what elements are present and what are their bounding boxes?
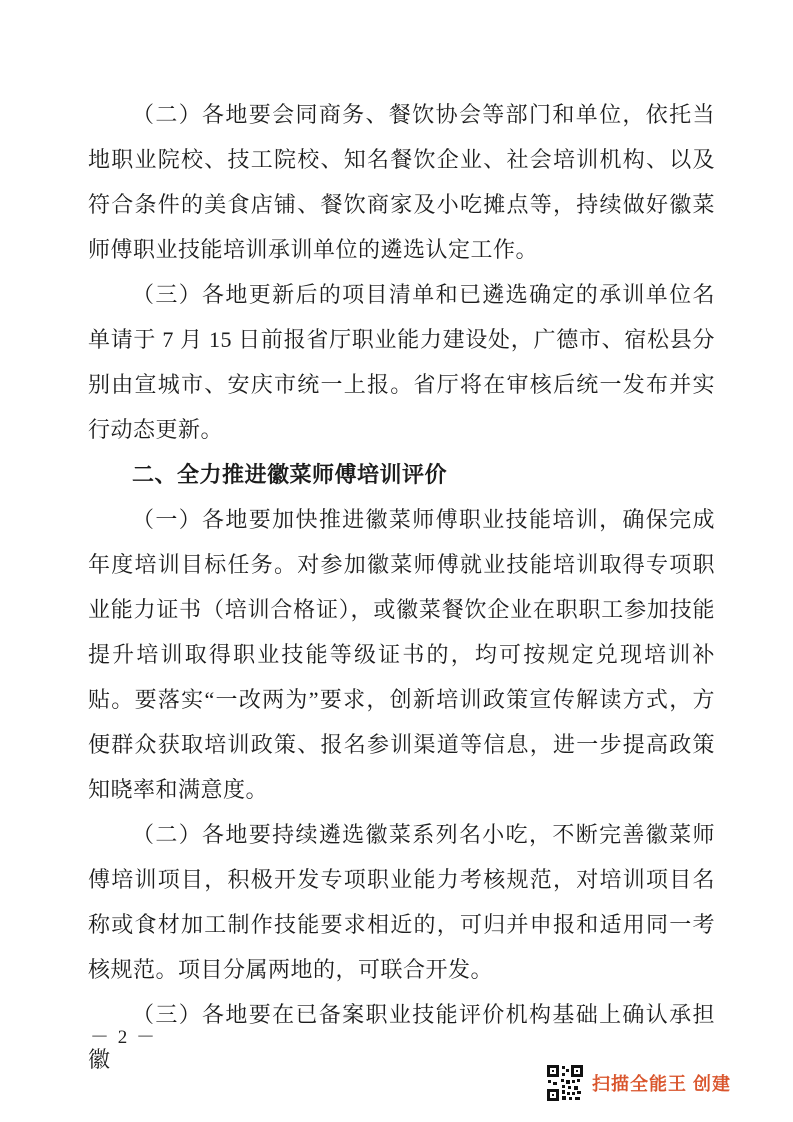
- paragraph: （三）各地更新后的项目清单和已遴选确定的承训单位名单请于 7 月 15 日前报省厅职业能力建设处，广德市、宿松县分别由宣城市、安庆市统一上报。省厅将在审核后统一发布并实行动态更新。: [88, 282, 715, 442]
- paragraph: （二）各地要持续遴选徽菜系列名小吃，不断完善徽菜师傅培训项目，积极开发专项职业能力考核规范，对培训项目名称或食材加工制作技能要求相近的，可归并申报和适用同一考核规范。项目分属两地的，可联合开发。: [88, 822, 715, 982]
- page-number: － 2 －: [90, 1027, 158, 1048]
- paragraph: （二）各地要会同商务、餐饮协会等部门和单位，依托当地职业院校、技工院校、知名餐饮企业、社会培训机构、以及符合条件的美食店铺、餐饮商家及小吃摊点等，持续做好徽菜师傅职业技能培训承训单位的遴选认定工作。: [88, 102, 715, 262]
- watermark-label: 扫描全能王 创建: [591, 1074, 731, 1094]
- document-body: [88, 92, 715, 1082]
- paragraph: （三）各地要在已备案职业技能评价机构基础上确认承担徽: [88, 1002, 715, 1072]
- qr-code-icon: [546, 1064, 584, 1102]
- paragraph: （一）各地要加快推进徽菜师傅职业技能培训，确保完成年度培训目标任务。对参加徽菜师傅就业技能培训取得专项职业能力证书（培训合格证），或徽菜餐饮企业在职职工参加技能提升培训取得职业技能等级证书的，均可按规定兑现培训补贴。要落实“一改两为”要求，创新培训政策宣传解读方式，方便群众获取培训政策、报名参训渠道等信息，进一步提高政策知晓率和满意度。: [88, 507, 715, 802]
- scanner-watermark: [546, 1064, 731, 1102]
- section-heading: 二、全力推进徽菜师傅培训评价: [132, 462, 448, 487]
